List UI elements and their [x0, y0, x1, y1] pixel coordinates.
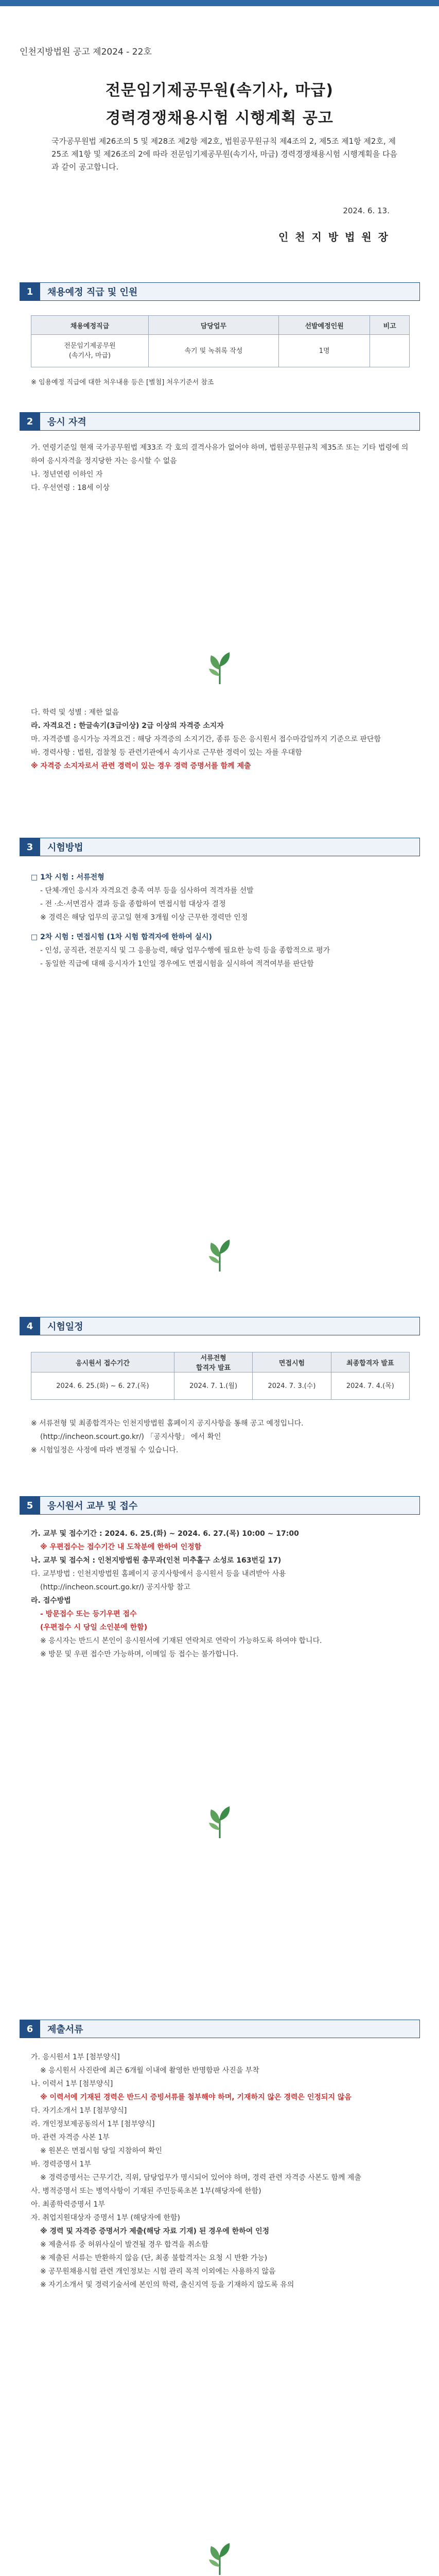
- section-number: 4: [20, 1317, 40, 1335]
- table-cell: 전문임기제공무원 (속기사, 마급): [31, 335, 149, 367]
- list-item: 자. 취업지원대상자 증명서 1부 (해당자에 한함): [31, 2214, 180, 2222]
- table-header: 담당업무: [148, 316, 278, 335]
- table-cell: 2024. 7. 1.(월): [174, 1372, 252, 1400]
- list-item: 라. 자격요건 : 한글속기(3급이상) 2급 이상의 자격증 소지자: [31, 722, 224, 730]
- title-line-2: 경력경쟁채용시험 시행계획 공고: [106, 109, 333, 127]
- section-number: 6: [20, 2020, 40, 2038]
- list-item: □ 1차 시험 : 서류전형: [31, 873, 104, 882]
- top-accent-bar: [0, 0, 439, 6]
- list-item: ※ 경력은 해당 업무의 공고일 현재 3개월 이상 근무한 경력만 인정: [40, 913, 248, 922]
- notice-title: [0, 77, 439, 133]
- plant-divider-icon: [0, 1803, 439, 1839]
- section-4-header: [20, 1317, 420, 1335]
- section-5-body: [31, 1527, 412, 1661]
- list-item: 마. 관련 자격증 사본 1부: [31, 2133, 110, 2142]
- section-2-body-continued: [31, 706, 412, 773]
- section-6-body: [31, 2050, 412, 2292]
- section-5-header: [20, 1496, 420, 1515]
- plant-divider-icon: [0, 1236, 439, 1273]
- table-header: 면접시험: [253, 1352, 331, 1372]
- list-item: 가. 교부 및 접수기간 : 2024. 6. 25.(화) ~ 2024. 6. 27.(목) 10:00 ~ 17:00: [31, 1530, 299, 1538]
- list-item: 다. 자기소개서 1부 [첨부양식]: [31, 2107, 127, 2115]
- list-item: 다. 우선연령 : 18세 이상: [31, 484, 110, 492]
- list-item: 라. 개인정보제공동의서 1부 [첨부양식]: [31, 2120, 155, 2128]
- section-number: 1: [20, 282, 40, 301]
- list-item: (http://incheon.scourt.go.kr/) 「공지사항」 에서 확인: [40, 1433, 221, 1441]
- list-item: ※ 방문 및 우편 접수만 가능하며, 이메일 등 접수는 불가합니다.: [40, 1650, 239, 1658]
- notice-date: 2024. 6. 13.: [343, 206, 390, 215]
- section-4-body: [31, 1417, 412, 1457]
- section-number: 2: [20, 412, 40, 431]
- table-header: 최종합격자 발표: [331, 1352, 409, 1372]
- list-item: 바. 경력증명서 1부: [31, 2160, 91, 2168]
- list-item: - 동일한 직급에 대해 응시자가 1인일 경우에도 면접시험을 실시하여 적격여부를 판단함: [40, 960, 314, 968]
- section-number: 3: [20, 838, 40, 856]
- table-header: 비고: [370, 316, 410, 335]
- list-item: 다. 학력 및 성별 : 제한 없음: [31, 708, 119, 717]
- table-cell: 속기 및 녹취록 작성: [148, 335, 278, 367]
- section-3-header: [20, 838, 420, 856]
- list-item: ※ 경력 및 자격증 증명서가 제출(해당 자료 기재) 된 경우에 한하여 인정: [40, 2227, 270, 2235]
- table-cell: 2024. 6. 25.(화) ~ 6. 27.(목): [31, 1372, 174, 1400]
- section-1-header: [20, 282, 420, 301]
- list-item: ※ 제출서류 중 허위사실이 발견될 경우 합격을 취소함: [40, 2241, 208, 2249]
- section-6-header: [20, 2020, 420, 2038]
- section-title: 응시원서 교부 및 접수: [40, 1496, 420, 1515]
- table-cell: [370, 335, 410, 367]
- list-item: ※ 경력증명서는 근무기간, 직위, 담당업무가 명시되어 있어야 하며, 경력 관련 자격증 사본도 함께 제출: [40, 2174, 361, 2182]
- plant-divider-icon: [0, 2540, 439, 2576]
- plant-divider-icon: [0, 649, 439, 685]
- list-item: ※ 자기소개서 및 경력기술서에 본인의 학력, 출신지역 등을 기재하지 않도록 유의: [40, 2281, 294, 2289]
- list-item: ※ 제출된 서류는 반환하지 않음 (단, 최종 불합격자는 요청 시 반환 가능): [40, 2254, 268, 2262]
- notice-number: 인천지방법원 공고 제2024 - 22호: [20, 47, 152, 57]
- list-item: 마. 자격증별 응시가능 자격요건 : 해당 자격증의 소지기간, 종류 등은 응시원서 접수마감일까지 기준으로 판단함: [31, 735, 381, 743]
- section-3-body: [31, 871, 412, 971]
- list-item: - 전 ·소·서면검사 결과 등을 종합하여 면접시험 대상자 결정: [40, 900, 226, 908]
- section-2-body: [31, 441, 412, 495]
- section-title: 채용예정 직급 및 인원: [40, 282, 420, 301]
- table-cell: 2024. 7. 4.(목): [331, 1372, 409, 1400]
- list-item: ※ 원본은 면접시험 당일 지참하여 확인: [40, 2147, 162, 2155]
- list-item: 아. 최종학력증명서 1부: [31, 2200, 105, 2209]
- section-2-header: [20, 412, 420, 431]
- list-item: 나. 정년연령 이하인 자: [31, 470, 103, 479]
- list-item: 가. 응시원서 1부 [첨부양식]: [31, 2053, 120, 2061]
- list-item: 사. 병적증명서 또는 병역사항이 기재된 주민등록초본 1부(해당자에 한함): [31, 2187, 261, 2195]
- list-item: 나. 이력서 1부 [첨부양식]: [31, 2080, 113, 2088]
- schedule-table: [31, 1352, 410, 1400]
- table-header: 서류전형 합격자 발표: [174, 1352, 252, 1372]
- list-item: 바. 경력사항 : 법원, 검찰청 등 관련기관에서 속기사로 근무한 경력이 있는 자를 우대함: [31, 749, 302, 757]
- list-item: ※ 자격증 소지자로서 관련 경력이 있는 경우 경력 증명서를 함께 제출: [31, 762, 251, 770]
- list-item: 라. 접수방법: [31, 1597, 71, 1605]
- list-item: 나. 교부 및 접수처 : 인천지방법원 총무과(인천 미추홀구 소성로 163번길 17): [31, 1556, 282, 1565]
- list-item: □ 2차 시험 : 면접시험 (1차 시험 합격자에 한하여 실시): [31, 933, 212, 941]
- list-item: ※ 서류전형 및 최종합격자는 인천지방법원 홈페이지 공지사항을 통해 공고 예정입니다.: [31, 1419, 304, 1428]
- list-item: ※ 공무원채용시험 관련 개인정보는 시험 관리 목적 이외에는 사용하지 않음: [40, 2267, 276, 2276]
- title-line-1: 전문임기제공무원(속기사, 마급): [105, 81, 333, 99]
- list-item: ※ 이력서에 기재된 경력은 반드시 증빙서류를 첨부해야 하며, 기재하지 않은 경력은 인정되지 않음: [40, 2093, 352, 2102]
- list-item: ※ 응시자는 반드시 본인이 응시원서에 기재된 연락처로 연락이 가능하도록 하여야 합니다.: [40, 1637, 322, 1645]
- section-1-note: ※ 임용예정 직급에 대한 처우내용 등은 [별첨] 처우기준서 참조: [31, 379, 214, 386]
- list-item: ※ 응시원서 사진란에 최근 6개월 이내에 촬영한 반명함판 사진을 부착: [40, 2066, 259, 2075]
- list-item: ※ 시험일정은 사정에 따라 변경될 수 있습니다.: [31, 1446, 179, 1454]
- table-header: 선발예정인원: [278, 316, 370, 335]
- section-title: 시험방법: [40, 838, 420, 856]
- section-number: 5: [20, 1496, 40, 1515]
- list-item: (우편접수 시 당일 소인분에 한함): [40, 1623, 148, 1632]
- list-item: 다. 교부방법 : 인천지방법원 홈페이지 공지사항에서 응시원서 등을 내려받아 사용: [31, 1570, 286, 1578]
- table-cell: 1명: [278, 335, 370, 367]
- list-item: (http://incheon.scourt.go.kr/) 공지사항 참고: [40, 1583, 191, 1591]
- table-cell: 2024. 7. 3.(수): [253, 1372, 331, 1400]
- list-item: - 인성, 공직관, 전문지식 및 그 응용능력, 해당 업무수행에 필요한 능력 등을 종합적으로 평가: [40, 946, 330, 955]
- list-item: 가. 연령기준일 현재 국가공무원법 제33조 각 호의 결격사유가 없어야 하며, 법원공무원규칙 제35조 또는 기타 법령에 의하여 응시자격을 정지당한 자는 응시할 수 없음: [31, 444, 409, 465]
- table-header: 응시원서 접수기간: [31, 1352, 174, 1372]
- section-title: 응시 자격: [40, 412, 420, 431]
- recruitment-table: [31, 315, 410, 367]
- section-title: 제출서류: [40, 2020, 420, 2038]
- list-item: - 단체·개인 응시자 자격요건 충족 여부 등을 심사하여 적격자를 선발: [40, 887, 254, 895]
- list-item: - 방문접수 또는 등기우편 접수: [40, 1610, 137, 1618]
- list-item: ※ 우편접수는 접수기간 내 도착분에 한하여 인정함: [40, 1543, 202, 1551]
- section-title: 시험일정: [40, 1317, 420, 1335]
- intro-paragraph: 국가공무원법 제26조의 5 및 제28조 제2항 제2호, 법원공무원규칙 제4조의 2, 제5조 제1항 제2호, 제25조 제1항 및 제26조의 2에 따라 전문임기제공무원(속기사, 마급) 경력경쟁채용시험 시행계획을 다음과 같이 공고합니다.: [51, 137, 398, 172]
- table-header: 채용예정직급: [31, 316, 149, 335]
- issuing-organization: 인 천 지 방 법 원 장: [278, 231, 390, 243]
